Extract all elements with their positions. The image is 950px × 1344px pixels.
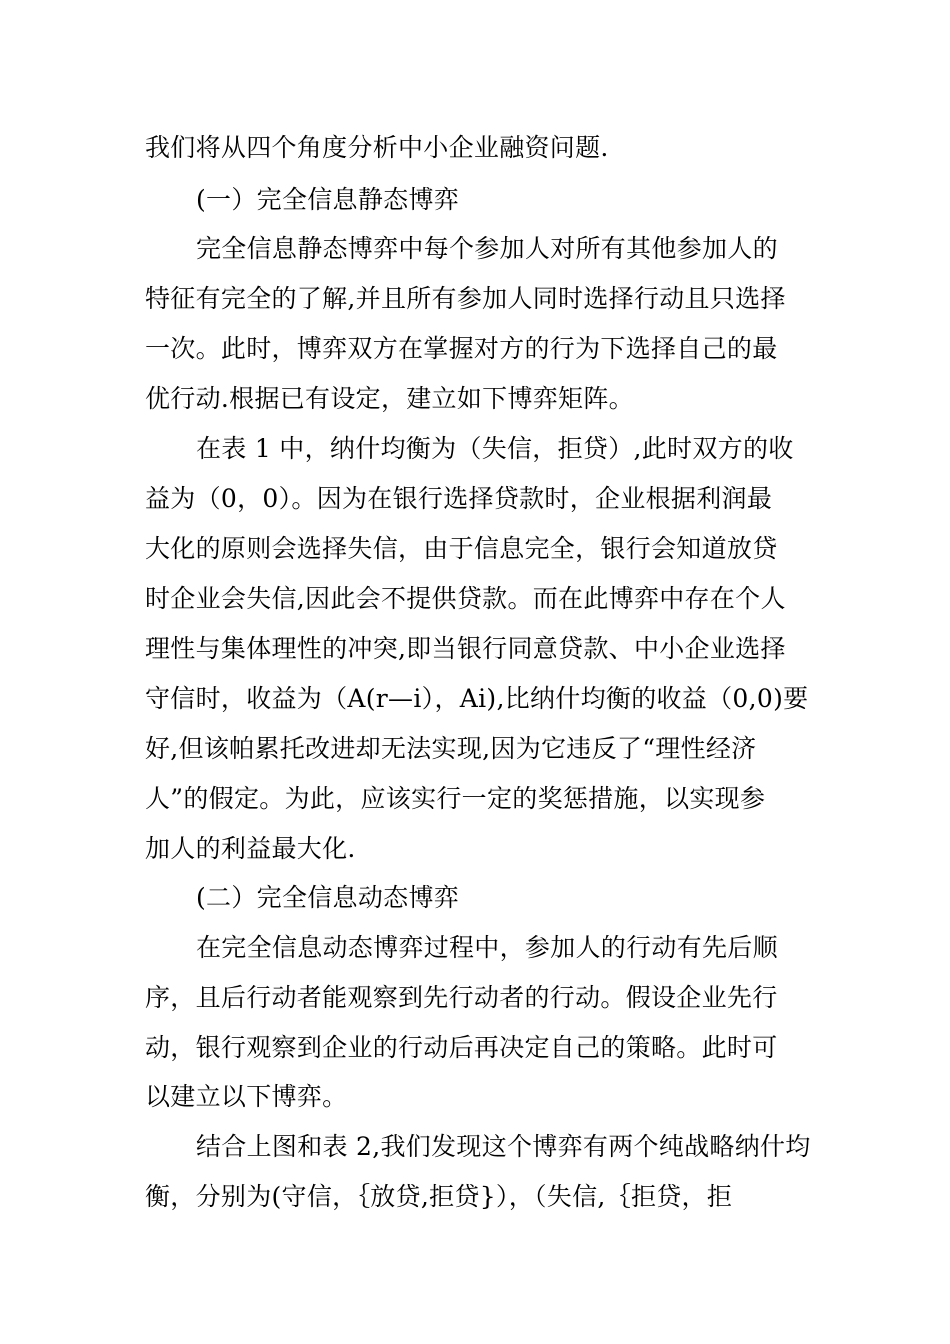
section-heading-static-game: (一）完全信息静态博弈 (196, 185, 460, 214)
section-heading-dynamic-game: (二）完全信息动态博弈 (196, 883, 460, 912)
paragraph-line: 人”的假定。为此，应该实行一定的奖惩措施，以实现参 (145, 784, 766, 813)
paragraph-line: 在完全信息动态博弈过程中，参加人的行动有先后顺 (196, 933, 778, 962)
paragraph-line: 以建立以下博弈。 (145, 1082, 348, 1111)
paragraph-line: 大化的原则会选择失信，由于信息完全，银行会知道放贷 (145, 534, 778, 563)
paragraph-line: 守信时，收益为（A(r—i），Ai),比纳什均衡的收益（0,0)要 (145, 684, 809, 713)
paragraph-line: 理性与集体理性的冲突,即当银行同意贷款、中小企业选择 (145, 634, 786, 663)
paragraph-line: 序，且后行动者能观察到先行动者的行动。假设企业先行 (145, 983, 778, 1012)
paragraph-line: 衡，分别为(守信，｛放贷,拒贷}），（失信,｛拒贷，拒 (145, 1182, 733, 1211)
paragraph-line: 在表 1 中，纳什均衡为（失信，拒贷）,此时双方的收 (196, 434, 794, 463)
paragraph-line: 时企业会失信,因此会不提供贷款。而在此博弈中存在个人 (145, 584, 786, 613)
paragraph-line: 特征有完全的了解,并且所有参加人同时选择行动且只选择 (145, 284, 786, 313)
paragraph-line: 一次。此时，博弈双方在掌握对方的行为下选择自己的最 (145, 334, 778, 363)
paragraph-line: 结合上图和表 2,我们发现这个博弈有两个纯战略纳什均 (196, 1132, 811, 1161)
paragraph-line: 益为（0，0）。因为在银行选择贷款时，企业根据利润最 (145, 484, 773, 513)
paragraph-line: 优行动.根据已有设定，建立如下博弈矩阵。 (145, 384, 634, 413)
paragraph-line: 加人的利益最大化. (145, 834, 356, 863)
paragraph-line-intro: 我们将从四个角度分析中小企业融资问题. (145, 133, 609, 162)
paragraph-line: 动，银行观察到企业的行动后再决定自己的策略。此时可 (145, 1033, 778, 1062)
paragraph-line: 好,但该帕累托改进却无法实现,因为它违反了“理性经济 (145, 734, 757, 763)
paragraph-line: 完全信息静态博弈中每个参加人对所有其他参加人的 (196, 234, 778, 263)
